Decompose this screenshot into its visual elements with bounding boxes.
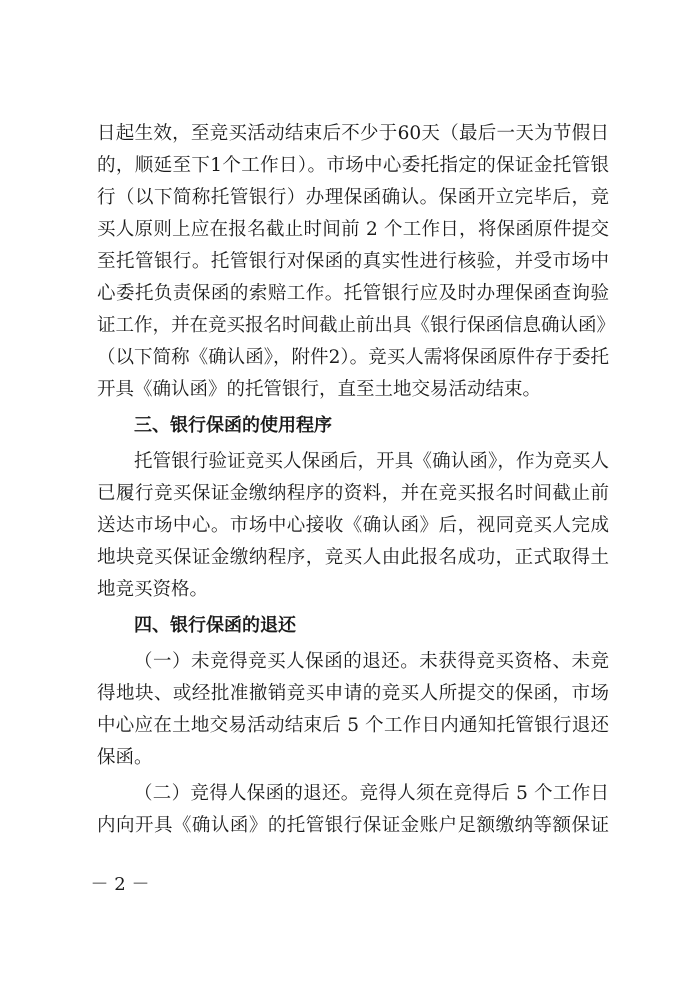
text-line: 内向开具《确认函》的托管银行保证金账户足额缴纳等额保证 (97, 815, 609, 836)
text-line: 行（以下简称托管银行）办理保函确认。保函开立完毕后，竞 (97, 187, 609, 208)
text-line: 保函。 (97, 747, 153, 768)
paragraph-unsuccessful-bidder-return (97, 646, 609, 774)
text-line: 心委托负责保函的索赔工作。托管银行应及时办理保函查询验 (97, 283, 609, 304)
section-heading-usage-procedure: 三、银行保函的使用程序 (134, 415, 332, 436)
text-line: （二）竞得人保函的退还。竞得人须在竞得后 5 个工作日 (134, 783, 609, 804)
page-number: － 2 － (90, 874, 150, 895)
document-page (97, 118, 616, 842)
text-line: 中心应在土地交易活动结束后 5 个工作日内通知托管银行退还 (97, 715, 609, 736)
paragraph-usage-procedure (97, 446, 609, 606)
section-heading-guarantee-return: 四、银行保函的退还 (134, 615, 296, 636)
text-line: 开具《确认函》的托管银行，直至土地交易活动结束。 (97, 379, 542, 400)
text-line: 日起生效，至竞买活动结束后不少于60天（最后一天为节假日 (97, 123, 609, 144)
text-line: 地竞买资格。 (97, 579, 209, 600)
text-line: 买人原则上应在报名截止时间前 2 个工作日，将保函原件提交 (97, 219, 609, 240)
text-line: 的，顺延至下1个工作日）。市场中心委托指定的保证金托管银 (97, 155, 609, 176)
text-line: 地块竞买保证金缴纳程序，竞买人由此报名成功，正式取得土 (97, 547, 609, 568)
text-line: 得地块、或经批准撤销竞买申请的竞买人所提交的保函，市场 (97, 683, 609, 704)
paragraph-winning-bidder-return (97, 778, 609, 842)
text-line: 至托管银行。托管银行对保函的真实性进行核验，并受市场中 (97, 251, 609, 272)
text-line: 已履行竞买保证金缴纳程序的资料，并在竞买报名时间截止前 (97, 483, 609, 504)
text-line: （以下简称《确认函》，附件2）。竞买人需将保函原件存于委托 (97, 347, 609, 368)
paragraph-guarantee-validity (97, 118, 616, 406)
text-line: 送达市场中心。市场中心接收《确认函》后，视同竞买人完成 (97, 515, 609, 536)
text-line: （一）未竞得竞买人保函的退还。未获得竞买资格、未竞 (134, 651, 609, 672)
text-line: 证工作，并在竞买报名时间截止前出具《银行保函信息确认函》 (97, 315, 616, 336)
text-line: 托管银行验证竞买人保函后，开具《确认函》，作为竞买人 (134, 451, 609, 472)
